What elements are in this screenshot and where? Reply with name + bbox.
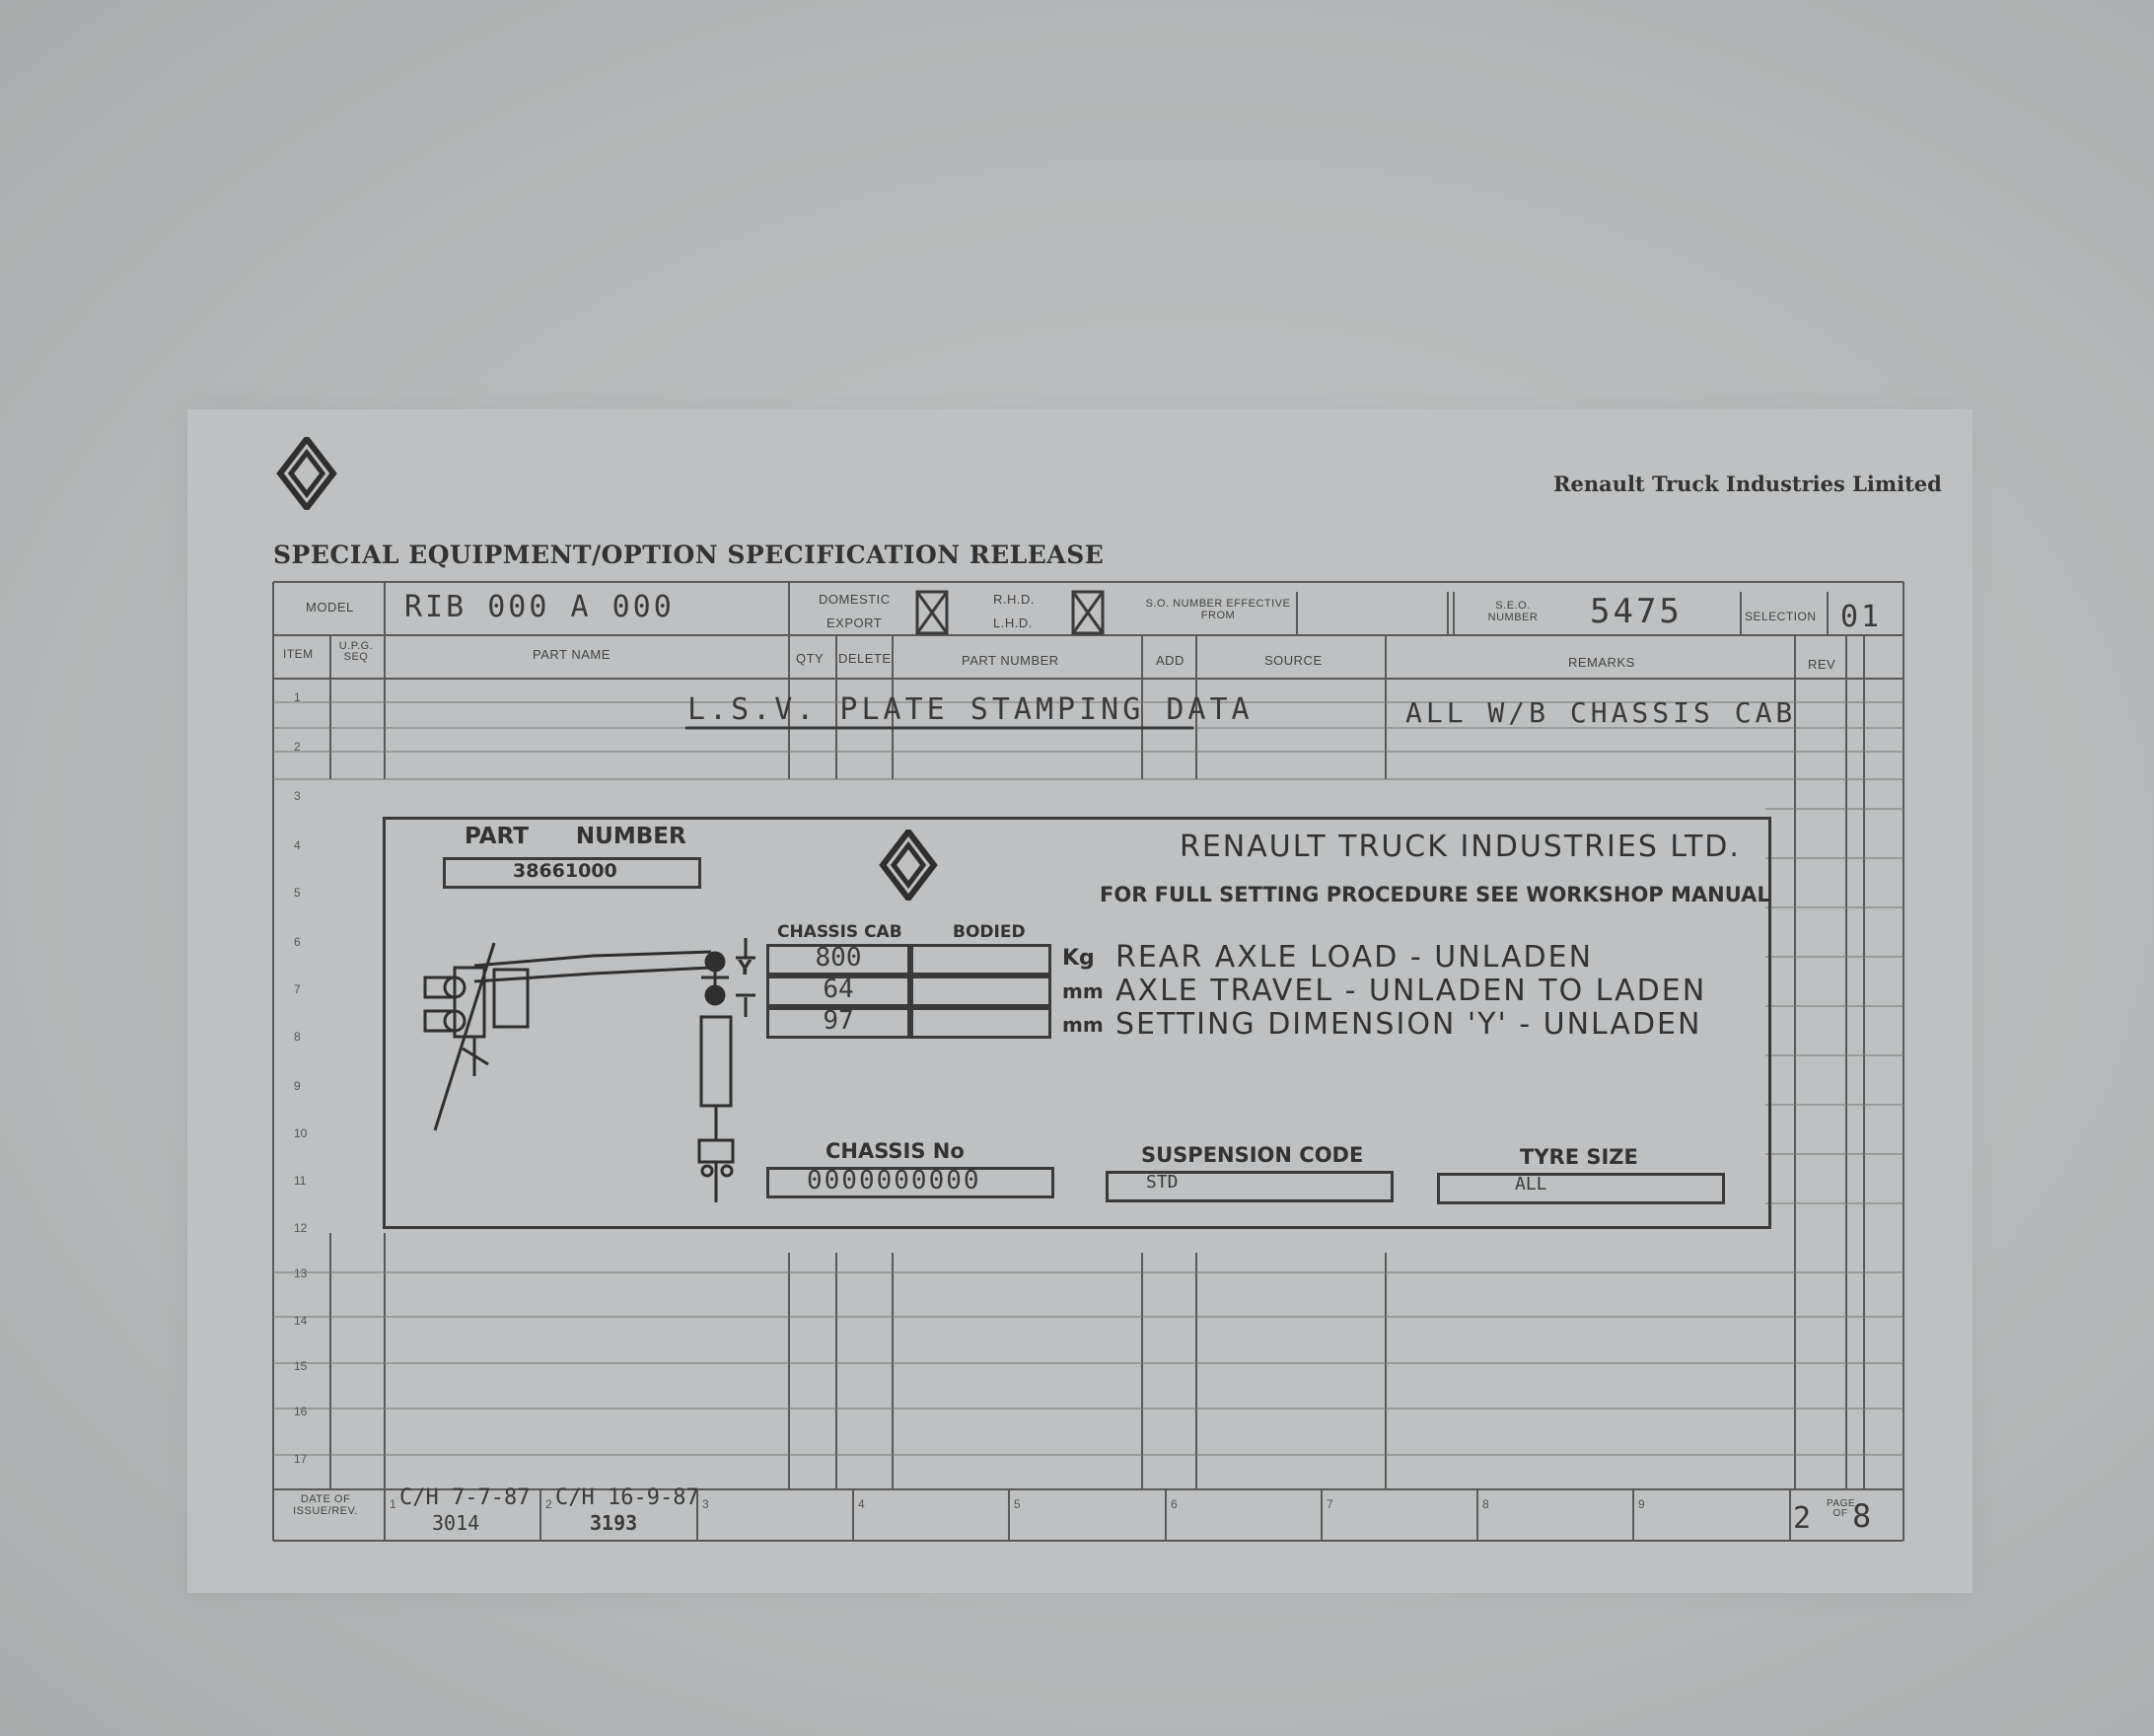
seo-number-label: S.E.O. NUMBER: [1487, 600, 1539, 623]
so-number-label: S.O. NUMBER EFFECTIVE FROM: [1145, 598, 1291, 621]
row-number: 8: [294, 1030, 301, 1044]
row-number: 9: [294, 1079, 301, 1093]
plate-line-label: REAR AXLE LOAD - UNLADEN: [1115, 940, 1594, 975]
row-number: 2: [294, 740, 301, 754]
slot-number: 9: [1638, 1497, 1645, 1511]
plate-cell-bodied: [910, 1007, 1051, 1039]
tyre-size-value: ALL: [1515, 1174, 1547, 1194]
entry-remarks: ALL W/B CHASSIS CAB: [1405, 696, 1797, 729]
plate-col-bodied: BODIED: [953, 922, 1026, 942]
col-add: ADD: [1156, 653, 1185, 668]
row-number: 4: [294, 838, 301, 852]
plate-cell-chassis-cab: 97: [766, 1007, 910, 1039]
plate-cell-chassis-cab: 64: [766, 976, 910, 1007]
domestic-label: DOMESTIC: [819, 592, 891, 607]
chassis-no-value: 0000000000: [807, 1166, 981, 1195]
export-label: EXPORT: [826, 615, 883, 630]
row-number: 6: [294, 935, 301, 949]
row-number: 14: [294, 1314, 308, 1328]
model-value: RIB 000 A 000: [404, 590, 675, 624]
row-number: 15: [294, 1359, 308, 1373]
rhd-label: R.H.D.: [993, 592, 1035, 607]
plate-unit: mm: [1062, 979, 1104, 1003]
col-source: SOURCE: [1264, 653, 1323, 668]
date-of-issue-label: DATE OF ISSUE/REV.: [293, 1493, 358, 1517]
company-name: Renault Truck Industries Limited: [1553, 471, 1942, 496]
col-rev: REV: [1808, 657, 1836, 672]
seo-number-value: 5475: [1590, 592, 1683, 631]
row-number: 13: [294, 1266, 308, 1280]
tyre-size-label: TYRE SIZE: [1520, 1145, 1638, 1169]
row-number: 1: [294, 690, 301, 704]
slot-number: 6: [1171, 1497, 1178, 1511]
row-number: 12: [294, 1221, 308, 1235]
y-dimension-marker: Y: [738, 956, 753, 979]
col-qty: QTY: [796, 651, 825, 666]
col-upg-seq: U.P.G. SEQ: [338, 640, 374, 663]
col-part-name: PART NAME: [533, 647, 610, 662]
plate-line-label: AXLE TRAVEL - UNLADEN TO LADEN: [1115, 974, 1707, 1008]
col-part-number: PART NUMBER: [962, 653, 1059, 668]
form-title: SPECIAL EQUIPMENT/OPTION SPECIFICATION RELEASE: [273, 541, 1105, 569]
slot-number: 3: [702, 1497, 709, 1511]
domestic-export-checkbox-icon: [915, 590, 949, 635]
suspension-code-value: STD: [1146, 1172, 1179, 1193]
plate-unit: Kg: [1062, 946, 1095, 971]
row-number: 5: [294, 886, 301, 900]
model-label: MODEL: [306, 600, 354, 615]
row-number: 16: [294, 1405, 308, 1418]
slot-number: 7: [1327, 1497, 1333, 1511]
selection-label: SELECTION: [1745, 610, 1817, 623]
page-total: 8: [1852, 1497, 1872, 1535]
plate-cell-bodied: [910, 944, 1051, 976]
plate-col-chassis-cab: CHASSIS CAB: [777, 922, 902, 942]
issue-2-date: C/H 16-9-87: [555, 1485, 699, 1510]
issue-2-number: 3193: [590, 1511, 638, 1535]
plate-part-number-value: 38661000: [513, 860, 617, 882]
suspension-code-box: [1106, 1171, 1394, 1202]
chassis-no-label: CHASSIS No: [826, 1139, 965, 1163]
slot-number: 4: [858, 1497, 865, 1511]
row-number: 17: [294, 1452, 308, 1466]
tyre-size-box: [1437, 1173, 1725, 1204]
slot-number: 8: [1482, 1497, 1489, 1511]
issue-1-date: C/H 7-7-87: [399, 1485, 531, 1510]
plate-part-number-label: PART NUMBER: [465, 824, 686, 849]
plate-procedure-note: FOR FULL SETTING PROCEDURE SEE WORKSHOP MANUAL: [1100, 883, 1770, 906]
plate-part-number-box: [443, 857, 701, 889]
row-number: 11: [294, 1174, 307, 1188]
row-number: 3: [294, 789, 301, 803]
lhd-label: L.H.D.: [993, 615, 1033, 630]
row-number: 10: [294, 1126, 308, 1140]
page-number: 2: [1793, 1501, 1812, 1536]
selection-value: 01: [1840, 600, 1883, 634]
chassis-no-box: [766, 1167, 1054, 1198]
plate-cell-bodied: [910, 976, 1051, 1007]
suspension-diagram-icon: [415, 938, 770, 1224]
slot-number: 2: [545, 1497, 552, 1511]
plate-renault-logo-icon: [879, 830, 938, 901]
page-of-label: PAGE OF: [1827, 1498, 1856, 1519]
col-item: ITEM: [283, 647, 314, 661]
col-delete: DELETE: [838, 651, 892, 666]
suspension-code-label: SUSPENSION CODE: [1141, 1143, 1364, 1167]
plate-company: RENAULT TRUCK INDUSTRIES LTD.: [1180, 830, 1741, 864]
entry-part-name: L.S.V. PLATE STAMPING DATA: [687, 692, 1254, 727]
lsv-plate: [383, 817, 1771, 1229]
issue-1-number: 3014: [432, 1511, 480, 1535]
slot-number: 1: [390, 1497, 396, 1511]
plate-line-label: SETTING DIMENSION 'Y' - UNLADEN: [1115, 1007, 1702, 1042]
row-number: 7: [294, 982, 301, 996]
col-remarks: REMARKS: [1568, 655, 1635, 670]
slot-number: 5: [1014, 1497, 1021, 1511]
rhd-lhd-checkbox-icon: [1071, 590, 1105, 635]
plate-cell-chassis-cab: 800: [766, 944, 910, 976]
plate-unit: mm: [1062, 1013, 1104, 1037]
